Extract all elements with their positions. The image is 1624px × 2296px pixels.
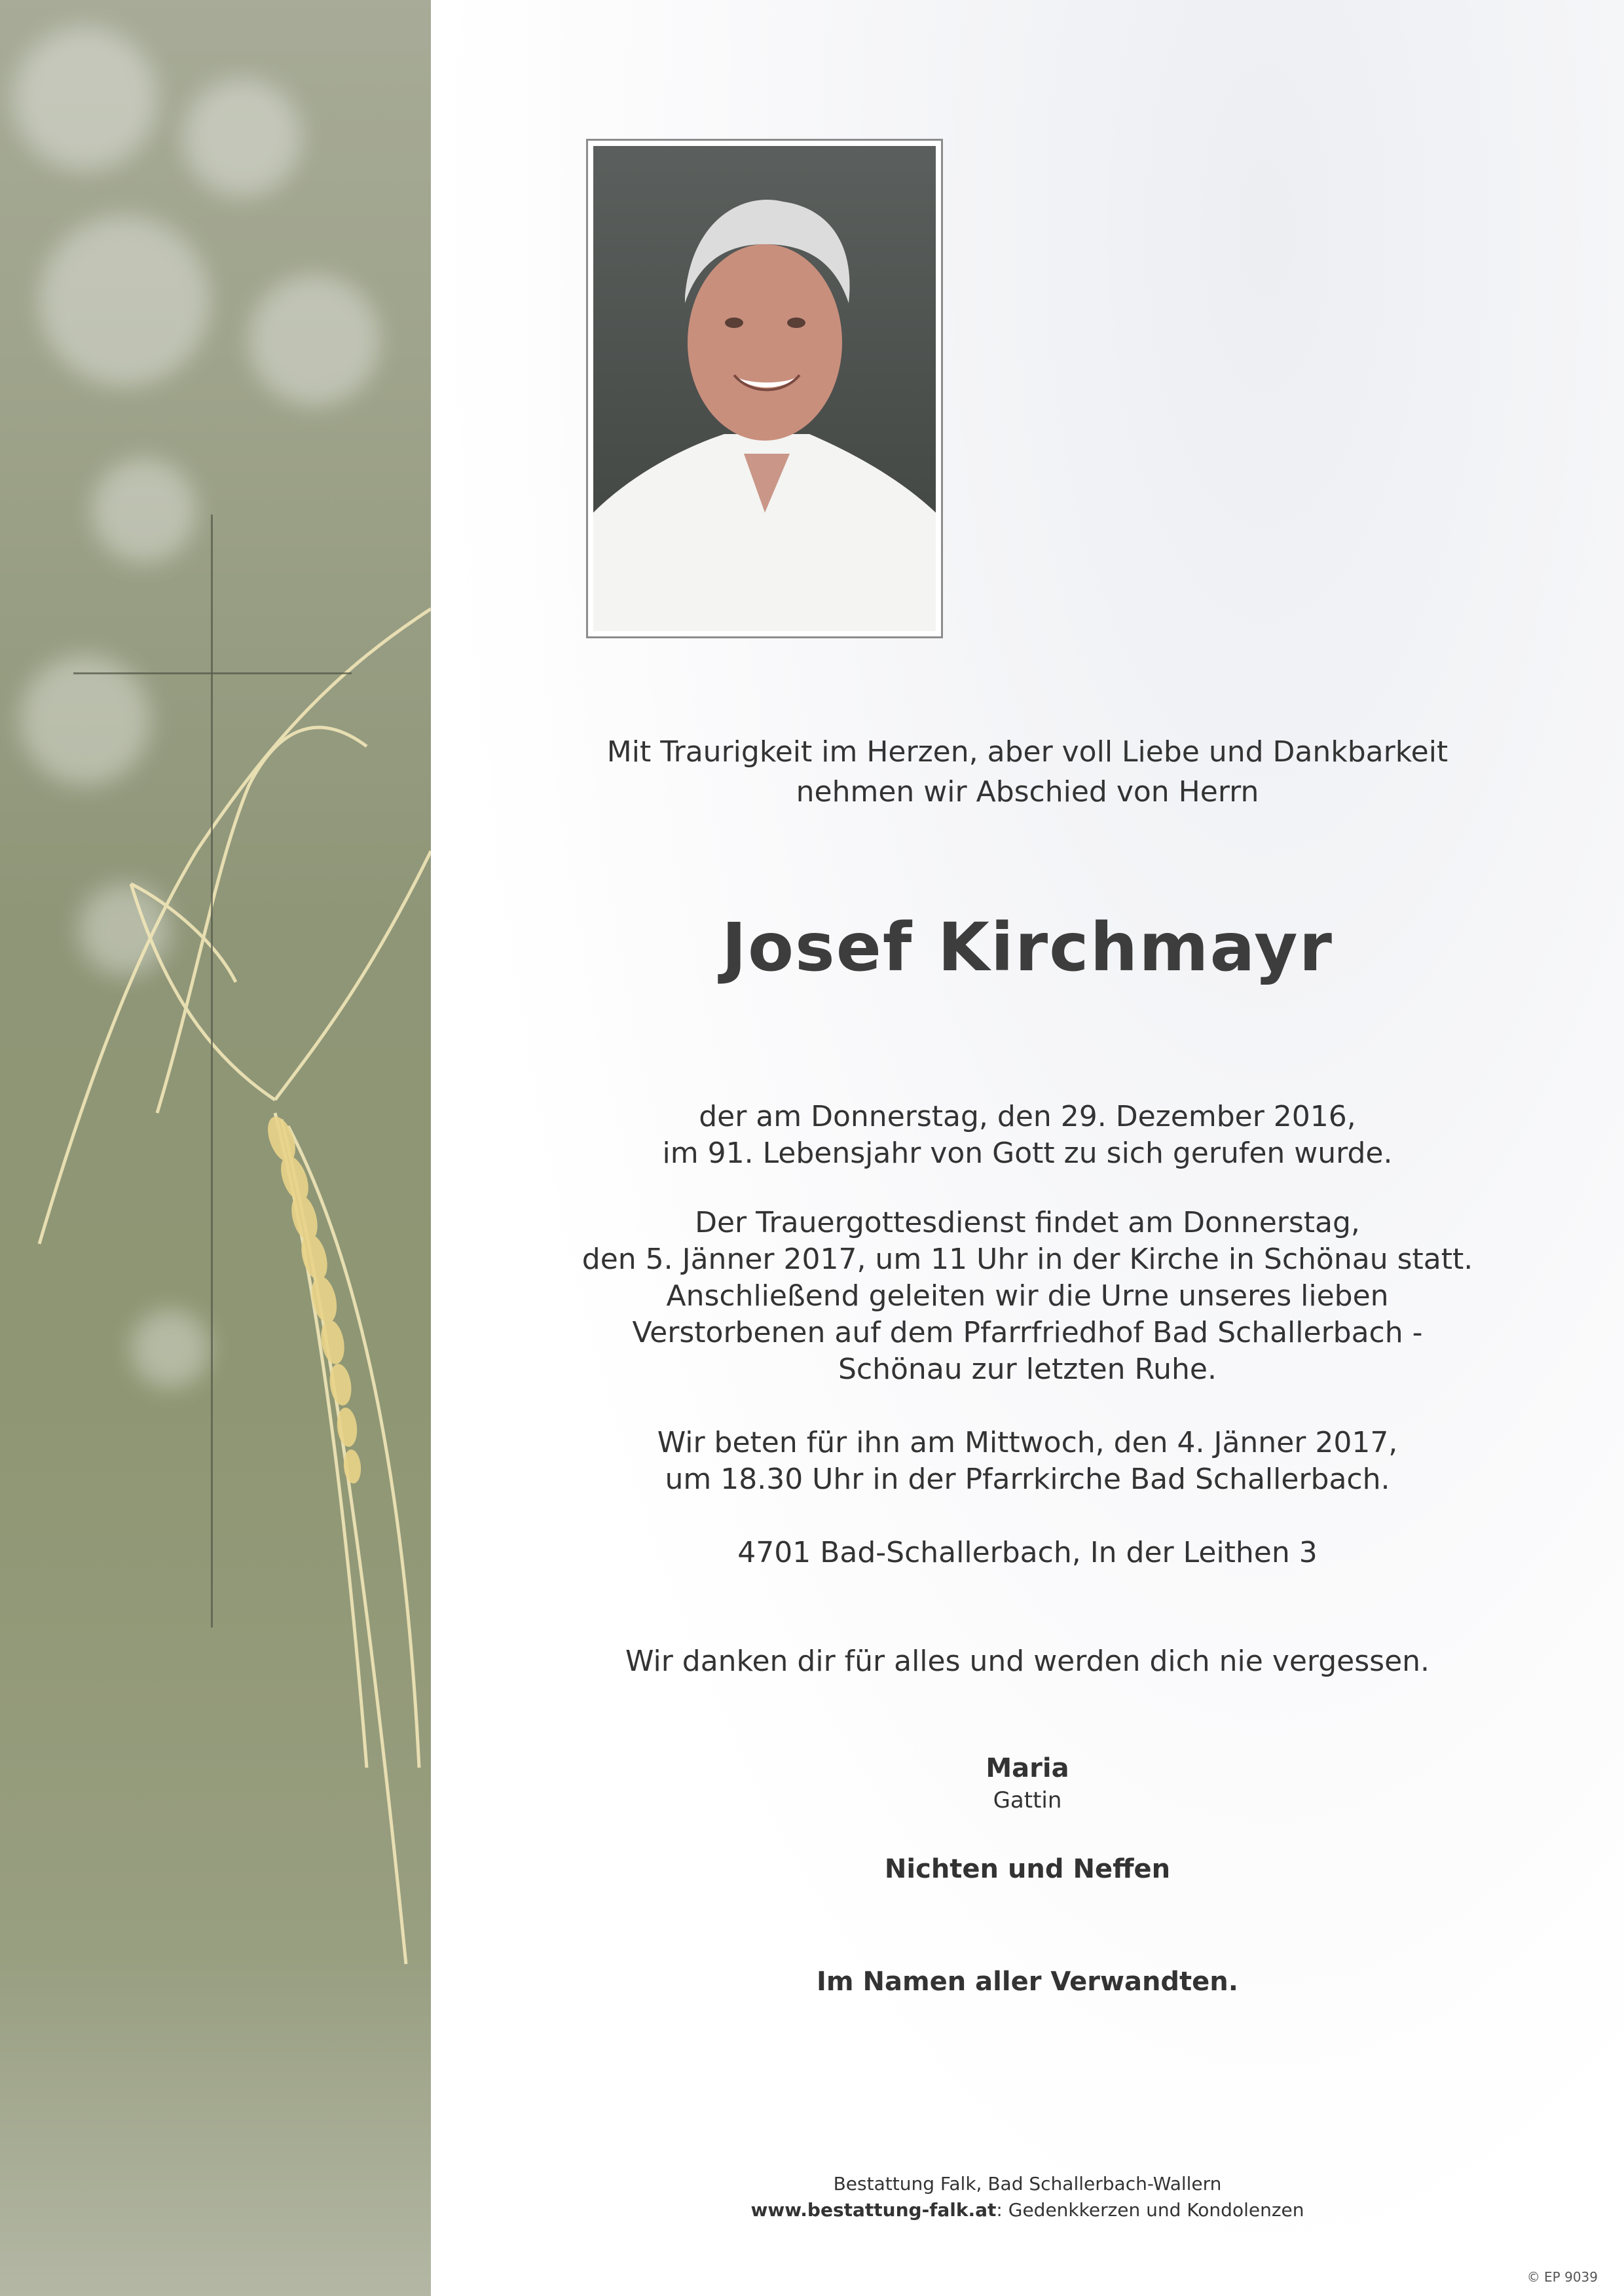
deceased-name: Josef Kirchmayr	[722, 909, 1333, 987]
cross-vertical-bar	[211, 515, 213, 1628]
cross-horizontal-bar	[73, 672, 352, 674]
death-notice	[431, 1099, 1624, 1172]
funeral-info	[431, 1205, 1624, 1388]
death-notice-line-1: der am Donnerstag, den 29. Dezember 2016,	[699, 1100, 1356, 1133]
thanks-text: Wir danken dir für alles und werden dich nie vergessen.	[625, 1645, 1430, 1678]
print-code: © EP 9039	[1526, 2269, 1598, 2285]
wheat-stalks-illustration	[0, 0, 431, 2296]
mourner-maria-role: Gattin	[993, 1787, 1062, 1813]
footer-services: : Gedenkkerzen und Kondolenzen	[996, 2199, 1304, 2221]
prayer-line-2: um 18.30 Uhr in der Pfarrkirche Bad Schallerbach.	[665, 1463, 1390, 1496]
mourner-maria: Maria	[986, 1753, 1069, 1783]
funeral-line-3: Anschließend geleiten wir die Urne unseres lieben	[666, 1279, 1389, 1313]
funeral-line-1: Der Trauergottesdienst findet am Donnerstag,	[695, 1206, 1360, 1239]
death-notice-line-2: im 91. Lebensjahr von Gott zu sich gerufen wurde.	[662, 1137, 1393, 1170]
mourner-all-relatives: Im Namen aller Verwandten.	[817, 1967, 1238, 1997]
prayer-info	[431, 1425, 1624, 1498]
intro-line-2: nehmen wir Abschied von Herrn	[796, 775, 1259, 809]
intro-line-1: Mit Traurigkeit im Herzen, aber voll Liebe und Dankbarkeit	[606, 735, 1449, 769]
funeral-line-2: den 5. Jänner 2017, um 11 Uhr in der Kirche in Schönau statt.	[581, 1243, 1473, 1276]
mourner-nephews: Nichten und Neffen	[884, 1854, 1171, 1884]
footer-company: Bestattung Falk, Bad Schallerbach-Wallern	[833, 2173, 1222, 2195]
funeral-line-4: Verstorbenen auf dem Pfarrfriedhof Bad Schallerbach -	[632, 1316, 1423, 1349]
funeral-line-5: Schönau zur letzten Ruhe.	[838, 1353, 1217, 1386]
decorative-side-panel	[0, 0, 431, 2296]
footer	[431, 2171, 1624, 2223]
address: 4701 Bad-Schallerbach, In der Leithen 3	[737, 1536, 1318, 1569]
portrait-photo	[586, 139, 943, 638]
prayer-line-1: Wir beten für ihn am Mittwoch, den 4. Jänner 2017,	[657, 1426, 1398, 1459]
footer-website-link[interactable]: www.bestattung-falk.at	[750, 2199, 997, 2221]
intro-text	[431, 732, 1624, 812]
